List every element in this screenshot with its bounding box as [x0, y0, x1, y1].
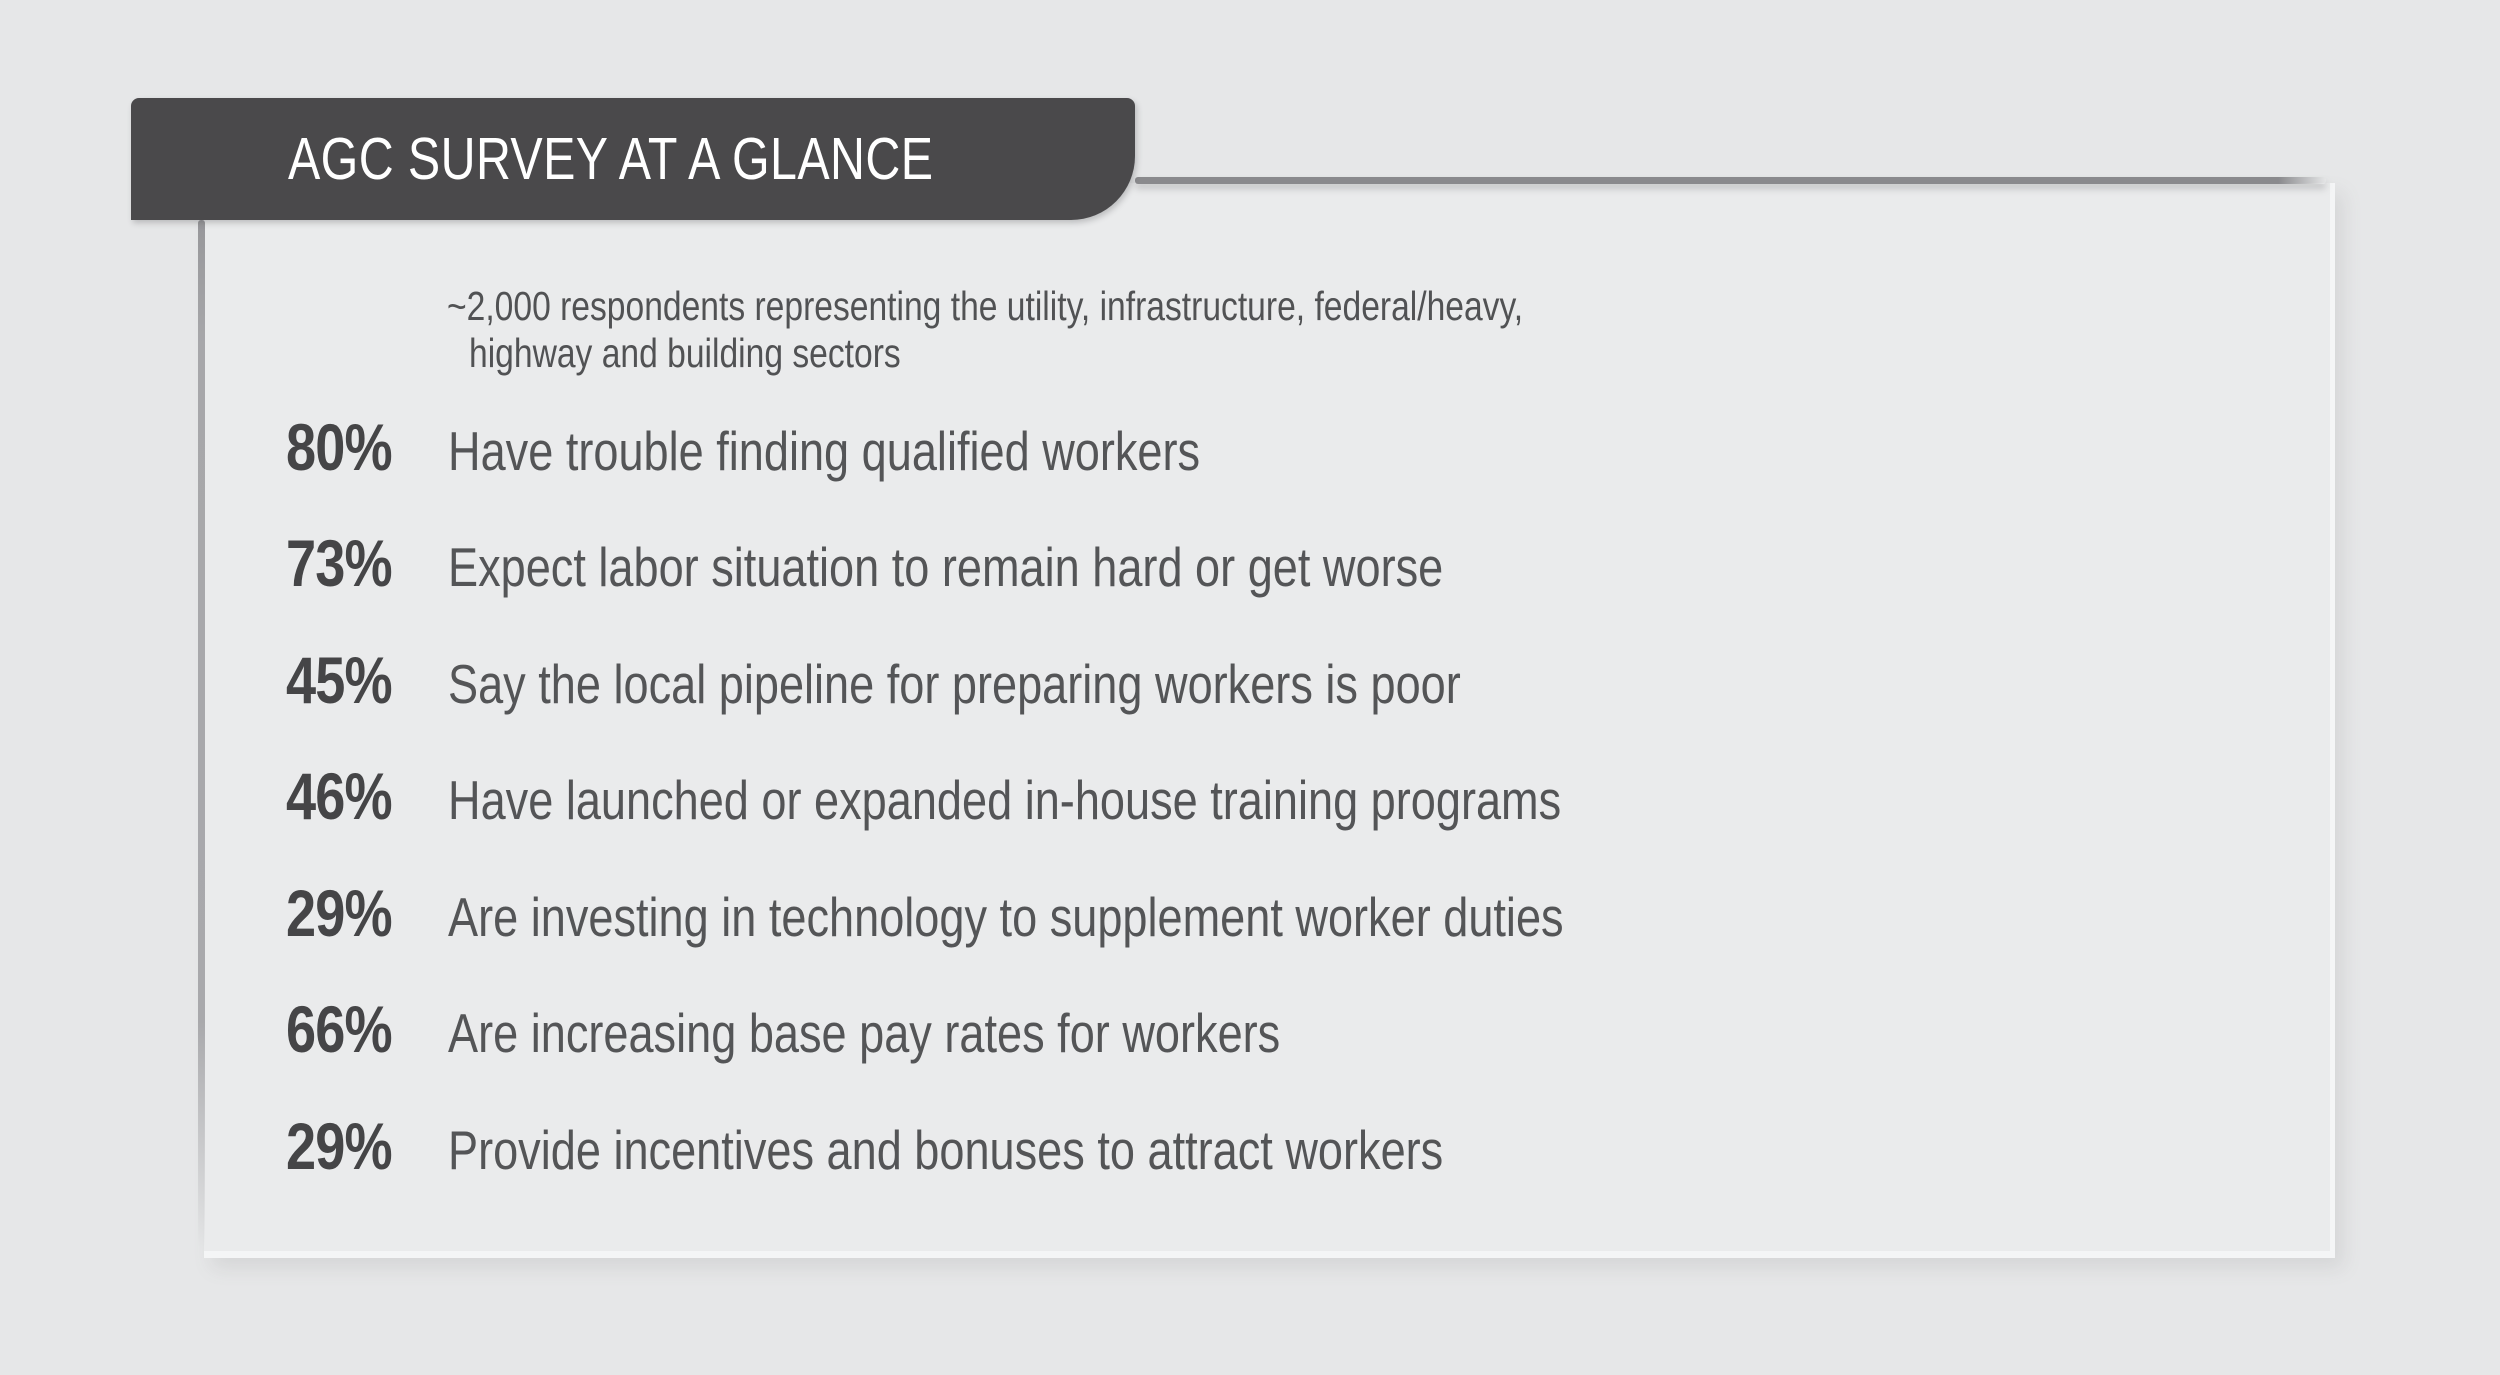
stat-label: Provide incentives and bonuses to attract workers	[448, 1119, 1444, 1181]
stat-row	[286, 1109, 1662, 1183]
stat-value: 29%	[286, 1109, 392, 1183]
stat-label: Say the local pipeline for preparing workers is poor	[448, 653, 1461, 715]
title-banner	[131, 98, 1135, 220]
stat-value: 66%	[286, 992, 392, 1066]
stat-row	[286, 526, 1662, 600]
stat-row	[286, 410, 1365, 484]
stat-value: 46%	[286, 759, 392, 833]
stat-row	[286, 759, 1806, 833]
stat-value: 45%	[286, 643, 392, 717]
stat-value: 29%	[286, 876, 392, 950]
intro-line-1: ~2,000 respondents representing the utility, infrastructure, federal/heavy,	[447, 283, 1524, 329]
intro-line-2: highway and building sectors	[469, 330, 901, 376]
stat-label: Are investing in technology to supplement worker duties	[448, 886, 1564, 948]
stat-value: 80%	[286, 410, 392, 484]
stat-value: 73%	[286, 526, 392, 600]
stat-label: Have trouble finding qualified workers	[448, 420, 1201, 482]
stat-label: Are increasing base pay rates for workers	[448, 1002, 1281, 1064]
stat-row	[286, 876, 1808, 950]
panel-top-rule	[1135, 177, 2326, 184]
page-title: AGC SURVEY AT A GLANCE	[288, 126, 934, 192]
stat-row	[286, 992, 1463, 1066]
panel-left-rule	[198, 220, 205, 1248]
stat-label: Expect labor situation to remain hard or get worse	[448, 536, 1444, 598]
stat-label: Have launched or expanded in-house training programs	[448, 769, 1562, 831]
stat-row	[286, 643, 1683, 717]
intro-text	[447, 283, 1759, 377]
